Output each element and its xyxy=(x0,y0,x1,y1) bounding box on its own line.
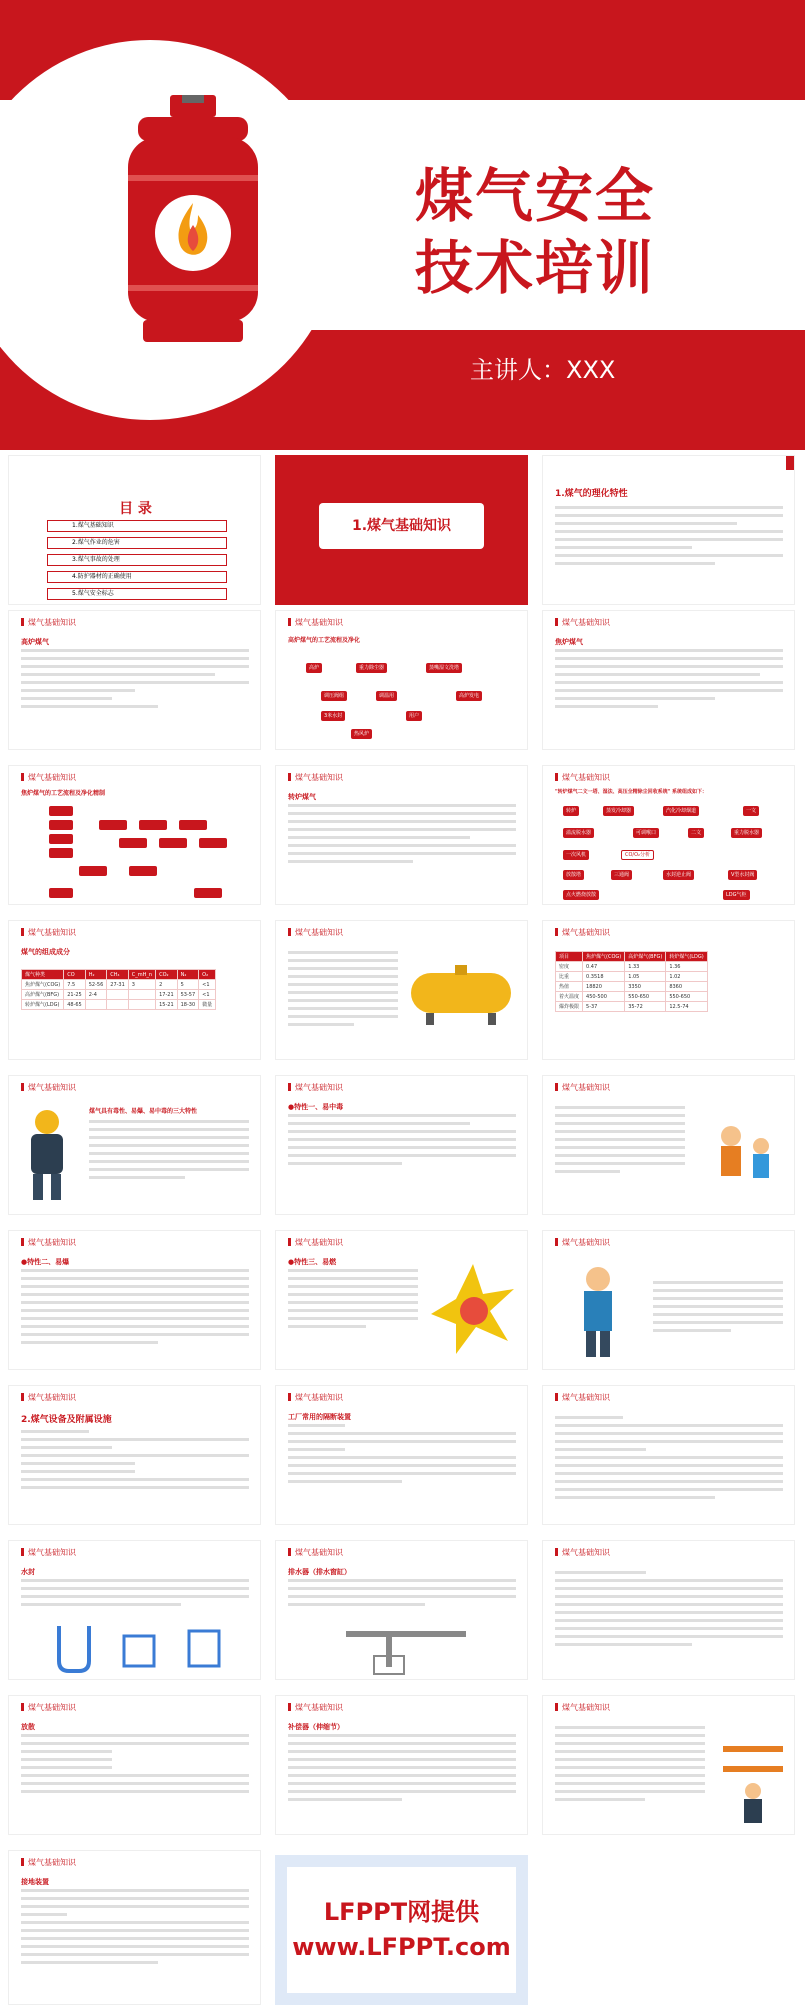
flow-node: 高炉 xyxy=(306,663,322,673)
slide-header: 煤气基础知识 xyxy=(288,617,343,628)
flow-node: 3米水封 xyxy=(321,711,345,721)
slide-subtitle: 接地装置 xyxy=(21,1878,49,1886)
slide-subtitle: 转炉煤气 xyxy=(288,793,316,801)
slide-co-warning xyxy=(542,1075,795,1215)
footer-inner xyxy=(287,1867,516,1993)
slide-text-lines xyxy=(555,1571,783,1651)
slide-header: 煤气基础知识 xyxy=(288,927,343,938)
toc-item[interactable]: 4.防护器材的正确使用 xyxy=(47,571,227,583)
table-header: CH₄ xyxy=(107,970,129,980)
footer-banner xyxy=(275,1855,528,2005)
slide-text-lines xyxy=(21,649,249,713)
slide-text-lines xyxy=(288,1269,418,1333)
slide-subtitle: 水封 xyxy=(21,1568,35,1576)
slide-subtitle: 焦炉煤气 xyxy=(555,638,583,646)
slide-valves xyxy=(542,1385,795,1525)
slide-cog-flow xyxy=(8,765,261,905)
flow-node: LDG气柜 xyxy=(723,890,750,900)
slide-subtitle: 高炉煤气的工艺流程及净化 xyxy=(288,637,361,644)
worker-illustration-icon xyxy=(558,1261,638,1361)
slide-subtitle: "转炉煤气二文一塔、湿法、高压全精除尘回收系统" 系统组成如下： xyxy=(555,789,707,795)
slide-text-lines xyxy=(288,804,516,868)
slide-vent xyxy=(8,1695,261,1835)
gas-cylinder-icon xyxy=(118,95,268,345)
slide-corner xyxy=(786,456,794,470)
slide-header: 煤气基础知识 xyxy=(288,1702,343,1713)
toc-slide xyxy=(8,455,261,605)
slide-explosive xyxy=(8,1230,261,1370)
slide-text-lines xyxy=(89,1120,249,1184)
slide-header: 煤气基础知识 xyxy=(21,617,76,628)
slide-properties xyxy=(542,455,795,605)
slide-text-lines xyxy=(288,951,398,1031)
pipe-worker-icon xyxy=(718,1736,788,1826)
slide-subtitle: 工厂常用的隔断装置 xyxy=(288,1413,351,1421)
slide-subtitle: ●特性一、易中毒 xyxy=(288,1103,344,1111)
table-header: 焦炉煤气(COG) xyxy=(583,952,625,962)
slide-header: 煤气基础知识 xyxy=(555,1082,610,1093)
table-header: C_mH_n xyxy=(128,970,155,980)
footer-line1: LFPPT网提供 xyxy=(323,1898,480,1926)
flow-node: 三通阀 xyxy=(611,870,632,880)
toc-title: 目 录 xyxy=(119,501,152,517)
slide-header: 煤气基础知识 xyxy=(288,772,343,783)
slide-text-lines xyxy=(653,1281,783,1337)
slide-header: 煤气基础知识 xyxy=(21,927,76,938)
slide-bfg xyxy=(8,610,261,750)
slide-text-lines xyxy=(288,1114,516,1170)
slide-drainer-notes xyxy=(542,1540,795,1680)
table-row: 高炉煤气(BFG) 21-25 2-4 17-21 53-57 <1 xyxy=(22,990,216,1000)
flow-node: 重力除尘器 xyxy=(356,663,387,673)
slide-text-lines xyxy=(555,1106,685,1178)
slide-header: 煤气基础知识 xyxy=(555,1547,610,1558)
slide-header: 煤气基础知识 xyxy=(21,1857,76,1868)
slide-header: 煤气基础知识 xyxy=(21,1392,76,1403)
cover-title xyxy=(415,160,655,304)
flow-node: 放散塔 xyxy=(563,870,584,880)
tanker-icon xyxy=(401,961,521,1031)
table-row: 转炉煤气(LDG) 48-65 15-21 18-30 微量 xyxy=(22,1000,216,1010)
flow-node: 可调喉口 xyxy=(633,828,659,838)
slide-subtitle: 2.煤气设备及附属设施 xyxy=(21,1415,112,1425)
slide-pressure xyxy=(542,1230,795,1370)
flow-node: 转炉 xyxy=(563,806,579,816)
cover-title-line2: 技术培训 xyxy=(415,234,656,302)
slide-text-lines xyxy=(21,1734,249,1798)
slide-subtitle: 1.煤气的理化特性 xyxy=(555,489,628,499)
slide-header: 煤气基础知识 xyxy=(288,1547,343,1558)
water-seal-diagram-icon xyxy=(39,1621,239,1676)
slide-text-lines xyxy=(21,1269,249,1349)
table-header: 项目 xyxy=(556,952,583,962)
slide-bfg-flow xyxy=(275,610,528,750)
speaker-label: 主讲人：XXX xyxy=(470,356,616,384)
slide-subtitle: 焦炉煤气的工艺流程及净化精制 xyxy=(21,790,106,797)
slide-subtitle: 高炉煤气 xyxy=(21,638,49,646)
flow-node: V型水封阀 xyxy=(728,870,757,880)
flow-node: 点火燃烧放散 xyxy=(563,890,599,900)
slide-compensator-notes xyxy=(542,1695,795,1835)
flow-node: 用户 xyxy=(406,711,422,721)
slide-subtitle: 煤气的组成成分 xyxy=(21,948,70,956)
slide-grounding xyxy=(8,1850,261,2005)
flow-node: CO/O₂分析 xyxy=(621,850,654,860)
slide-header: 煤气基础知识 xyxy=(288,1082,343,1093)
slide-cog xyxy=(542,610,795,750)
slide-ldg xyxy=(275,765,528,905)
footer-url[interactable]: www.LFPPT.com xyxy=(292,1933,511,1961)
slide-three-features xyxy=(8,1075,261,1215)
table-header: O₂ xyxy=(199,970,216,980)
section-slide xyxy=(275,455,528,605)
flow-node: 热风炉 xyxy=(351,729,372,739)
flow-node: 汽化冷却烟道 xyxy=(663,806,699,816)
table-header: CO₂ xyxy=(156,970,178,980)
slide-text-lines xyxy=(288,1424,516,1488)
slide-header: 煤气基础知识 xyxy=(555,617,610,628)
table-row: 焦炉煤气(COG) 7.5 52-56 27-31 3 2 5 <1 xyxy=(22,980,216,990)
slide-text-lines xyxy=(555,649,783,713)
slide-subtitle: 煤气具有毒性、易爆、易中毒的三大特性 xyxy=(89,1108,198,1115)
slide-header: 煤气基础知识 xyxy=(288,1237,343,1248)
slide-text-lines xyxy=(21,1430,249,1494)
table-row: 比重 0.3518 1.05 1.02 xyxy=(556,972,708,982)
flow-node: 一文 xyxy=(743,806,759,816)
slide-text-lines xyxy=(288,1579,516,1611)
cover-title-line1: 煤气安全 xyxy=(415,162,656,230)
slide-header: 煤气基础知识 xyxy=(288,1392,343,1403)
family-illustration-icon xyxy=(703,1116,783,1196)
table-header: 转炉煤气(LDG) xyxy=(666,952,707,962)
flow-node: 溢流脱水器 xyxy=(563,828,594,838)
slide-ldg-flow xyxy=(542,765,795,905)
flow-node: 蒸发冷却器 xyxy=(603,806,634,816)
slide-compensator xyxy=(275,1695,528,1835)
properties-table xyxy=(555,951,708,1012)
section-label: 1.煤气基础知识 xyxy=(319,503,484,549)
slide-header: 煤气基础知识 xyxy=(555,1392,610,1403)
explosion-illustration-icon xyxy=(426,1259,521,1359)
slide-header: 煤气基础知识 xyxy=(21,1082,76,1093)
firefighter-icon xyxy=(17,1104,77,1204)
table-header: N₂ xyxy=(177,970,199,980)
flow-node: 调温用 xyxy=(376,691,397,701)
table-row: 着火温度 450-500 550-650 550-650 xyxy=(556,992,708,1002)
slide-text-lines xyxy=(555,1416,783,1504)
slide-text-lines xyxy=(21,1579,249,1611)
table-row: 热值 18820 3350 8360 xyxy=(556,982,708,992)
table-row: 爆炸极限 5-37 35-72 12.5-74 xyxy=(556,1002,708,1012)
drainer-diagram-icon xyxy=(336,1626,476,1676)
slide-text-lines xyxy=(288,1734,516,1806)
slide-header: 煤气基础知识 xyxy=(21,772,76,783)
flow-node: 二文 xyxy=(688,828,704,838)
flow-node: 水封逆止阀 xyxy=(663,870,694,880)
slide-header: 煤气基础知识 xyxy=(21,1547,76,1558)
flow-node: 一次风机 xyxy=(563,850,589,860)
slide-subtitle: ●特性三、易燃 xyxy=(288,1258,337,1266)
slide-header: 煤气基础知识 xyxy=(555,1237,610,1248)
slide-subtitle: 补偿器（伸缩节） xyxy=(288,1723,344,1731)
slide-header: 煤气基础知识 xyxy=(21,1702,76,1713)
slide-header: 煤气基础知识 xyxy=(555,772,610,783)
slide-text-lines xyxy=(555,506,783,570)
slide-equipment xyxy=(8,1385,261,1525)
table-row: 密度 0.47 1.33 1.36 xyxy=(556,962,708,972)
flow-node: 蒸嘴湿文洗塔 xyxy=(426,663,462,673)
slide-header: 煤气基础知识 xyxy=(555,1702,610,1713)
slide-header: 煤气基础知识 xyxy=(21,1237,76,1248)
slide-subtitle: 排水器（排水窗缸） xyxy=(288,1568,351,1576)
composition-table xyxy=(21,969,216,1010)
toc-item[interactable]: 1.煤气基础知识 xyxy=(47,520,227,532)
table-header: 煤气种类 xyxy=(22,970,64,980)
cover-slide xyxy=(0,0,805,450)
slide-composition xyxy=(8,920,261,1060)
slide-text-lines xyxy=(555,1726,705,1806)
slide-gas-tank xyxy=(275,920,528,1060)
slide-subtitle: 放散 xyxy=(21,1723,35,1731)
slide-flammable xyxy=(275,1230,528,1370)
slide-properties-table xyxy=(542,920,795,1060)
table-header: 高炉煤气(BFG) xyxy=(625,952,666,962)
flow-node: 重力脱水器 xyxy=(731,828,762,838)
slide-water-seal xyxy=(8,1540,261,1680)
table-header: CO xyxy=(64,970,86,980)
toc-list xyxy=(47,520,227,600)
slide-isolation xyxy=(275,1385,528,1525)
slide-header: 煤气基础知识 xyxy=(555,927,610,938)
slide-poisoning xyxy=(275,1075,528,1215)
slide-text-lines xyxy=(21,1889,249,1969)
slide-drainer xyxy=(275,1540,528,1680)
slide-subtitle: ●特性二、易爆 xyxy=(21,1258,70,1266)
toc-item[interactable]: 5.煤气安全标志 xyxy=(47,588,227,600)
flow-node: 调压阀组 xyxy=(321,691,347,701)
toc-item[interactable]: 3.煤气事故的处理 xyxy=(47,554,227,566)
table-header: H₂ xyxy=(85,970,107,980)
flow-node: 高炉发电 xyxy=(456,691,482,701)
toc-item[interactable]: 2.煤气作业的危害 xyxy=(47,537,227,549)
